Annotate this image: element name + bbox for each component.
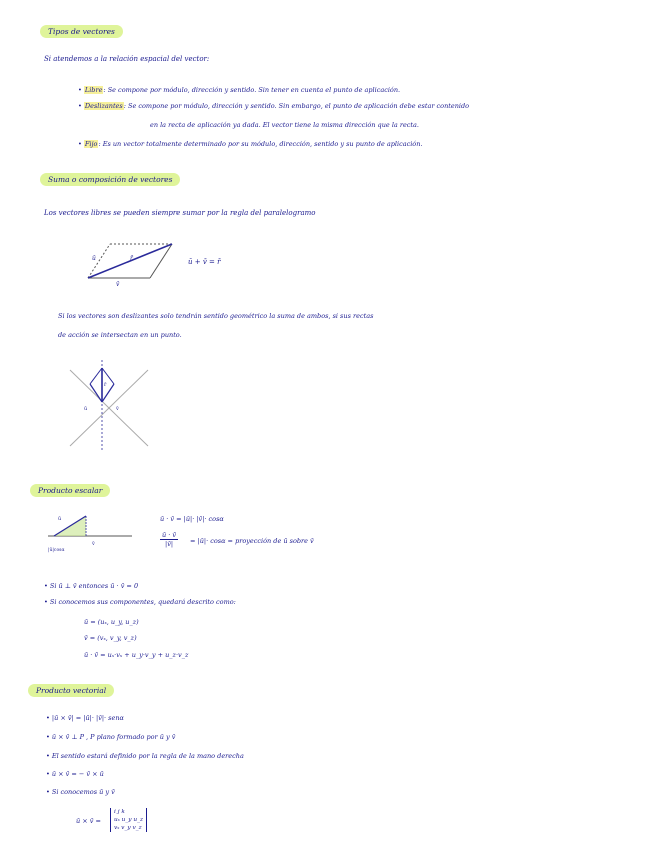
- suma-line2: Si los vectores son deslizantes solo tendrán sentido geométrico la suma de ambos, si sus rectas: [58, 312, 374, 320]
- vectorial-b3-text: El sentido estará definido por la regla de la mano derecha: [51, 752, 244, 760]
- deslizantes-text: Se compone por módulo, dirección y sentido. Sin embargo, el punto de aplicación debe estar contenido: [128, 102, 470, 110]
- term-deslizantes: Deslizantes: [84, 102, 123, 110]
- vectorial-bullet2: • ū × v̄ ⊥ P , P plano formado por ū y v̄: [46, 733, 176, 741]
- label-r2: r̄: [104, 382, 107, 388]
- fijo-text: Es un vector totalmente determinado por su módulo, dirección, sentido y su punto de aplicación.: [102, 140, 423, 148]
- sliding-vectors-diagram: [62, 360, 154, 452]
- det-row-1: i j k: [114, 809, 125, 815]
- section-title-escalar: Producto escalar: [30, 484, 110, 497]
- det-left: ū × v̄ =: [76, 817, 101, 825]
- label-v: v̄: [116, 281, 120, 288]
- vectorial-bullet4: • ū × v̄ = − v̄ × ū: [46, 770, 104, 778]
- escalar-c1: ū = (uₓ, u_y, u_z): [84, 618, 139, 626]
- vectorial-b4-text: ū × v̄ = − v̄ × ū: [51, 770, 104, 778]
- escalar-bullet1: • Si ū ⊥ v̄ entonces ū · v̄ = 0: [44, 582, 139, 590]
- vectorial-bullet1: • |ū × v̄| = |ū|· |v̄|· senα: [46, 714, 124, 722]
- vectorial-b2-text: ū × v̄ ⊥ P , P plano formado por ū y v̄: [51, 733, 176, 741]
- parallelogram-diagram: [80, 238, 180, 288]
- suma-formula: ū + v̄ = r̄: [188, 258, 221, 266]
- suma-line1: Los vectores libres se pueden siempre sumar por la regla del paralelogramo: [44, 209, 316, 217]
- vectorial-bullet3: • El sentido estará definido por la regla de la mano derecha: [46, 752, 244, 760]
- tipos-intro: Si atendemos a la relación espacial del vector:: [44, 55, 210, 63]
- label-u: ū: [92, 255, 96, 262]
- tipos-item-libre: • Libre: Se compone por módulo, dirección y sentido. Sin tener en cuenta el punto de aplicación.: [78, 86, 401, 94]
- escalar-b1-text: Si ū ⊥ v̄ entonces ū · v̄ = 0: [49, 582, 139, 590]
- escalar-bullet2: • Si conocemos sus componentes, quedará descrito como:: [44, 598, 236, 606]
- suma-line3: de acción se intersectan en un punto.: [58, 331, 182, 339]
- escalar-f2-frac: [160, 531, 178, 548]
- escalar-c3: ū · v̄ = uₓ·vₓ + u_y·v_y + u_z·v_z: [84, 651, 189, 659]
- label-u3: ū: [58, 516, 62, 522]
- vectorial-bullet5: • Si conocemos ū y v̄: [46, 788, 115, 796]
- label-r: r̄: [130, 255, 133, 262]
- projection-diagram: [46, 510, 136, 554]
- det-row-3: vₓ v_y v_z: [114, 825, 142, 831]
- label-proj: |ū|cosα: [48, 548, 65, 553]
- escalar-f2-den: |v̄|: [165, 540, 174, 548]
- vectorial-b1-text: |ū × v̄| = |ū|· |v̄|· senα: [51, 714, 124, 722]
- escalar-b2-text: Si conocemos sus componentes, quedará descrito como:: [49, 598, 236, 606]
- section-title-tipos: Tipos de vectores: [40, 25, 123, 38]
- tipos-item-fijo: • Fijo: Es un vector totalmente determinado por su módulo, dirección, sentido y su punto de aplicación.: [78, 140, 423, 148]
- section-title-suma: Suma o composición de vectores: [40, 173, 180, 186]
- label-v3: v̄: [92, 541, 95, 547]
- section-title-vectorial: Producto vectorial: [28, 684, 114, 697]
- escalar-f2-right: = |ū|· cosα = proyección de ū sobre v̄: [190, 537, 314, 545]
- term-libre: Libre: [84, 86, 103, 94]
- escalar-f1: ū · v̄ = |ū|· |v̄|· cosα: [160, 515, 224, 523]
- label-u2: ū: [84, 406, 88, 412]
- tipos-item-deslizantes: • Deslizantes: Se compone por módulo, dirección y sentido. Sin embargo, el punto de aplicación debe estar contenido: [78, 102, 470, 110]
- libre-text: Se compone por módulo, dirección y sentido. Sin tener en cuenta el punto de aplicación.: [107, 86, 401, 94]
- term-fijo: Fijo: [84, 140, 98, 148]
- deslizantes-text-2: en la recta de aplicación ya dada. El vector tiene la misma dirección que la recta.: [150, 121, 419, 129]
- escalar-f2-num: ū · v̄: [162, 531, 177, 539]
- vectorial-b5-text: Si conocemos ū y v̄: [51, 788, 115, 796]
- det-row-2: uₓ u_y u_z: [114, 817, 144, 823]
- escalar-c2: v̄ = (vₓ, v_y, v_z): [84, 634, 137, 642]
- label-v2: v̄: [116, 406, 119, 412]
- determinant-matrix: [110, 808, 147, 832]
